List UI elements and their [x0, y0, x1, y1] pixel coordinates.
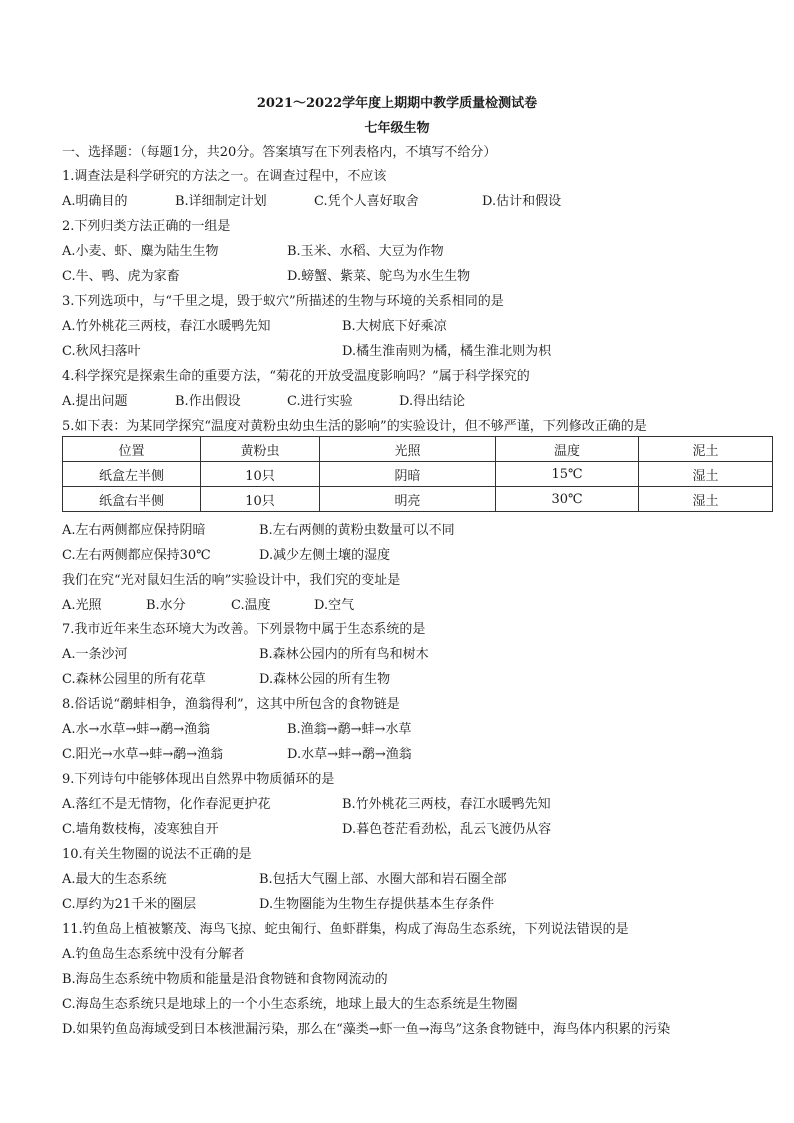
option-d: D.空气 [314, 598, 355, 613]
option-a: A.水→水草→蚌→鹬→渔翁 [62, 722, 211, 737]
table-row [63, 487, 773, 512]
option-c: C.左右两侧都应保持30℃ [62, 548, 211, 563]
option-a: A.提出问题 [62, 394, 128, 409]
option-c: C.厚约为21千米的圈层 [62, 897, 197, 912]
exam-subtitle: 七年级生物 [364, 121, 430, 136]
option-a: A.竹外桃花三两枝，春江水暖鸭先知 [62, 319, 271, 334]
question-stem: 9.下列诗句中能够体现出自然界中物质循环的是 [62, 772, 335, 787]
option-d: D.如果钓鱼岛海域受到日本核泄漏污染，那么在“藻类→虾一鱼→海鸟”这条食物链中，海鸟体内积累的污染 [62, 1022, 671, 1037]
question-stem: 1.调查法是科学研究的方法之一。在调查过程中，不应该 [62, 169, 387, 184]
option-a: A.左右两侧都应保持阴暗 [62, 523, 206, 538]
option-d: D.森林公园的所有生物 [259, 672, 391, 687]
option-d: D.估计和假设 [482, 194, 562, 209]
option-a: A.钓鱼岛生态系统中没有分解者 [62, 947, 245, 962]
option-b: B.森林公园内的所有鸟和树木 [259, 647, 429, 662]
option-b: B.作出假设 [175, 394, 241, 409]
section-heading: 一、选择题：（每题1分，共20分。答案填写在下列表格内，不填写不给分） [62, 145, 497, 160]
option-b: B.大树底下好乘凉 [342, 319, 447, 334]
option-a: A.落红不是无情物，化作春泥更护花 [62, 797, 271, 812]
option-c: C.凭个人喜好取舍 [314, 194, 419, 209]
option-b: B.渔翁→鹬→蚌→水草 [287, 722, 412, 737]
question-stem: 11.钓鱼岛上植被繁茂、海鸟飞掠、蛇虫匍行、鱼虾群集，构成了海岛生态系统，下列说法错误的是 [62, 922, 629, 937]
table-header-cell: 黄粉虫 [201, 437, 320, 462]
table-cell: 阴暗 [320, 462, 496, 487]
table-cell: 30℃ [496, 487, 639, 512]
option-d: D.生物圈能为生物生存提供基本生存条件 [259, 897, 495, 912]
table-cell: 湿土 [639, 487, 773, 512]
option-c: C.海岛生态系统只是地球上的一个小生态系统，地球上最大的生态系统是生物圈 [62, 997, 518, 1012]
table-header-row [63, 437, 773, 462]
option-c: C.墙角数枝梅，凌寒独自开 [62, 822, 219, 837]
option-c: C.牛、鸭、虎为家畜 [62, 269, 180, 284]
table-cell: 湿土 [639, 462, 773, 487]
table-cell: 15℃ [496, 462, 639, 487]
option-a: A.最大的生态系统 [62, 872, 167, 887]
option-a: A.小麦、虾、麋为陆生生物 [62, 244, 219, 259]
table-header-cell: 泥土 [639, 437, 773, 462]
table-cell: 10只 [201, 462, 320, 487]
option-a: A.明确目的 [62, 194, 128, 209]
option-b: B.水分 [146, 598, 186, 613]
option-c: C.进行实验 [287, 394, 353, 409]
option-b: B.左右两侧的黄粉虫数量可以不同 [259, 523, 455, 538]
option-d: D.螃蟹、紫菜、鸵鸟为水生生物 [287, 269, 471, 284]
option-a: A.光照 [62, 598, 102, 613]
question-stem: 5.如下表：为某同学探究“温度对黄粉虫幼虫生活的影响”的实验设计，但不够严谨，下列修改正确的是 [62, 419, 647, 434]
option-d: D.橘生淮南则为橘，橘生淮北则为枳 [342, 344, 552, 359]
table-cell: 纸盒左半侧 [63, 462, 201, 487]
option-b: B.详细制定计划 [175, 194, 267, 209]
option-a: A.一条沙河 [62, 647, 128, 662]
option-b: B.竹外桃花三两枝，春江水暖鸭先知 [342, 797, 551, 812]
option-b: B.包括大气圈上部、水圈大部和岩石圈全部 [259, 872, 507, 887]
table-header-cell: 位置 [63, 437, 201, 462]
option-d: D.得出结论 [399, 394, 466, 409]
option-c: C.森林公园里的所有花草 [62, 672, 206, 687]
question-stem: 我们在究“光对鼠妇生活的响”实验设计中，我们究的变址是 [62, 573, 401, 588]
exam-title: 2021～2022学年度上期期中教学质量检测试卷 [256, 96, 538, 111]
question-stem: 2.下列归类方法正确的一组是 [62, 219, 231, 234]
table-cell: 纸盒右半侧 [63, 487, 201, 512]
option-d: D.减少左侧土壤的湿度 [259, 548, 391, 563]
option-d: D.暮色苍茫看劲松，乱云飞渡仍从容 [342, 822, 552, 837]
option-d: D.水草→蚌→鹬→渔翁 [287, 747, 412, 762]
table-row [63, 462, 773, 487]
option-c: C.阳光→水草→蚌→鹬→渔翁 [62, 747, 224, 762]
question-stem: 3.下列选项中，与“千里之堤，毁于蚁穴”所描述的生物与环境的关系相同的是 [62, 294, 504, 309]
question-stem: 4.科学探究是探索生命的重要方法，“菊花的开放受温度影响吗？”属于科学探究的 [62, 369, 530, 384]
option-c: C.秋风扫落叶 [62, 344, 141, 359]
question-stem: 7.我市近年来生态环境大为改善。下列景物中属于生态系统的是 [62, 622, 426, 637]
option-b: B.玉米、水稻、大豆为作物 [287, 244, 444, 259]
option-b: B.海岛生态系统中物质和能量是沿食物链和食物网流动的 [62, 972, 388, 987]
table-header-cell: 温度 [496, 437, 639, 462]
question-stem: 8.俗话说“鹬蚌相争，渔翁得利”，这其中所包含的食物链是 [62, 697, 400, 712]
option-c: C.温度 [231, 598, 271, 613]
table-cell: 明亮 [320, 487, 496, 512]
experiment-table [62, 436, 773, 512]
table-header-cell: 光照 [320, 437, 496, 462]
table-cell: 10只 [201, 487, 320, 512]
question-stem: 10.有关生物圈的说法不正确的是 [62, 847, 252, 862]
